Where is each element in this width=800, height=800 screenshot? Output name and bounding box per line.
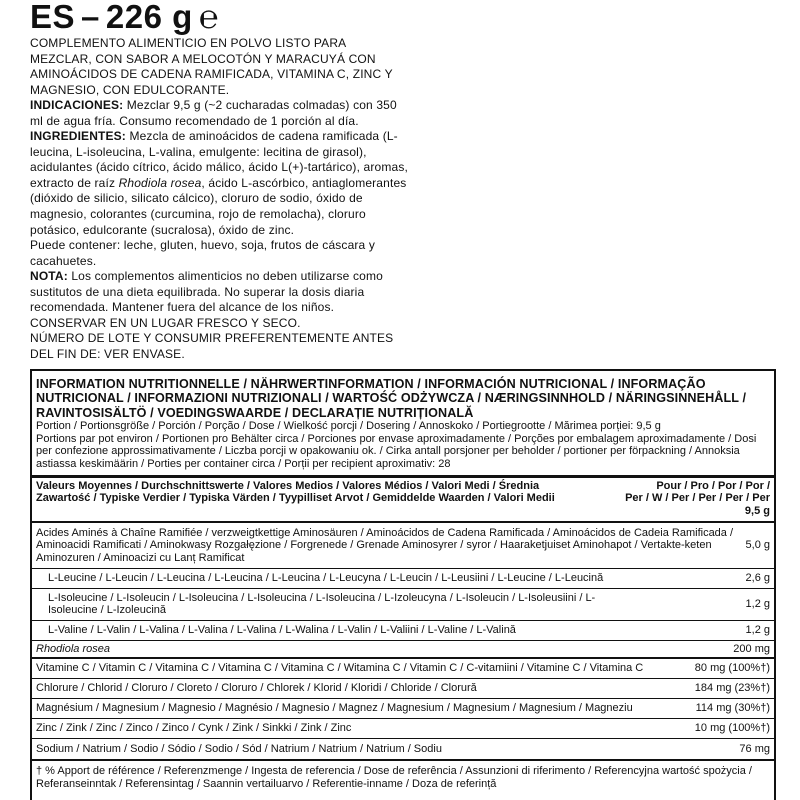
nutrition-table <box>30 369 776 800</box>
nota-paragraph <box>30 269 410 316</box>
nutrient-label: L-Leucine / L-Leucin / L-Leucina / L-Leucina / L-Leucina / L-Leucyna / L-Leucin / L-Leusiini / L-Leucine / L-Leucină <box>48 572 604 585</box>
ingredientes-label: INGREDIENTES: <box>30 129 126 144</box>
per-line-2: Per / W / Per / Per / Per / Per <box>625 492 770 505</box>
nutrient-label: Chlorure / Chlorid / Cloruro / Cloreto / Cloruro / Chlorek / Klorid / Kloridi / Chloride / Clorură <box>36 682 477 695</box>
servings-per-container: Portions par pot environ / Portionen pro Behälter circa / Porciones por envase aproximadamente / Porções por embalagem aproximadamente / Dosi per confezione approssimativamente / Liczba porcji w opakowaniu ok. / Cirka antall porsjoner per beholder / portioner per förpackning / Annoksia astiassa keskimäärin / Porties per container circa / Porții per recipient aproximativ: 28 <box>36 432 757 470</box>
table-row <box>32 589 774 621</box>
nutrient-label: Acides Aminés à Chaîne Ramifiée / verzweigtkettige Aminosäuren / Aminoácidos de Cadena Ramificada / Aminoácidos de Cadeia Ramificada / Aminoacidi Ramificati / Aminokwasy Rozgałęzione / Forgrenede / Grenade Aminosyrer / syror / Haaraketjuiset Aminohapot / Vertakte-keten Aminozuren / Aminoacizi cu Lanț Ramificat <box>36 526 734 564</box>
storage-instruction: CONSERVAR EN UN LUGAR FRESCO Y SECO. <box>30 315 301 330</box>
indicaciones-label: INDICACIONES: <box>30 98 124 113</box>
nutrition-title: INFORMATION NUTRITIONNELLE / NÄHRWERTINFORMATION / INFORMACIÓN NUTRICIONAL / INFORMAÇÃO NUTRICIONAL / INFORMAZIONI NUTRIZIONALI / WARTOŚĆ ODŻYWCZA / NÆRINGSINNHOLD / NÄRINGSINNEHÅLL / RAVINTOSISÄLTÖ / VOEDINGSWAARDE / DECLARAȚIE NUTRIȚIONALĂ <box>36 377 747 420</box>
per-line-1: Pour / Pro / Por / Por / <box>656 479 770 492</box>
nutrient-value: 76 mg <box>739 742 770 755</box>
nutrient-label: Magnésium / Magnesium / Magnesio / Magnésio / Magnesio / Magnez / Magnesium / Magnesium / Magnesium / Magneziu <box>36 702 633 715</box>
spanish-label-text <box>30 36 410 362</box>
table-row <box>32 523 774 569</box>
per-amount: 9,5 g <box>744 505 770 518</box>
nutrient-value: 114 mg (30%†) <box>695 702 770 715</box>
language-header <box>30 0 219 40</box>
per-serving-header <box>570 480 770 518</box>
table-row <box>32 719 774 739</box>
table-row <box>32 641 774 659</box>
nutrient-value: 1,2 g <box>745 624 770 637</box>
allergen-note: Puede contener: leche, gluten, huevo, soja, frutos de cáscara y cacahuetes. <box>30 238 375 268</box>
average-values-header <box>32 478 774 518</box>
nutrient-value: 10 mg (100%†) <box>694 722 770 735</box>
nutrient-value: 2,6 g <box>745 572 770 585</box>
nutrient-label: L-Valine / L-Valin / L-Valina / L-Valina / L-Valina / L-Walina / L-Valin / L-Valiini / L-Valine / L-Valină <box>48 624 516 637</box>
table-row <box>32 699 774 719</box>
nota-text: Los complementos alimenticios no deben utilizarse como sustitutos de una dieta equilibrada. No superar la dosis diaria recomendada. Mantener fuera del alcance de los niños. <box>30 269 383 315</box>
nutrient-value: 80 mg (100%†) <box>694 662 770 675</box>
indicaciones-paragraph <box>30 98 410 129</box>
table-row <box>32 569 774 589</box>
nutrient-label: Rhodiola rosea <box>36 642 110 655</box>
indicaciones-text: Mezclar 9,5 g (~2 cucharadas colmadas) con 350 ml de agua fría. Consumo recomendado de 1 porción al día. <box>30 98 397 128</box>
nutrient-label: Zinc / Zink / Zinc / Zinco / Zinco / Cynk / Zink / Sinkki / Zink / Zinc <box>36 722 352 735</box>
average-values-label: Valeurs Moyennes / Durchschnittswerte / Valores Medios / Valores Médios / Valori Medi / Średnia Zawartość / Typiske Verdier / Typiska Värden / Tyypilliset Arvot / Gemiddelde Waarden / Valori Medii <box>36 479 555 505</box>
nota-label: NOTA: <box>30 269 68 284</box>
header-dash: – <box>81 0 100 35</box>
table-row <box>32 621 774 641</box>
nutrient-label: Sodium / Natrium / Sodio / Sódio / Sodio / Sód / Natrium / Natrium / Natrium / Sodiu <box>36 742 442 755</box>
table-row <box>32 659 774 679</box>
language-code: ES <box>30 0 76 35</box>
ingredientes-paragraph <box>30 129 410 238</box>
lot-instruction: NÚMERO DE LOTE Y CONSUMIR PREFERENTEMENTE ANTES DEL FIN DE: VER ENVASE. <box>30 331 394 361</box>
net-weight: 226 g <box>105 0 193 35</box>
ingredientes-italic: Rhodiola rosea <box>118 175 202 190</box>
ingredientes-text-2: , ácido L-ascórbico, antiaglomerantes (dióxido de silicio, silicato cálcico), cloruro de sodio, óxido de magnesio, colorantes (curcumina, rojo de remolacha), cloruro potásico, edulcorante (sucralosa), óxido de zinc. <box>30 175 407 237</box>
nutrient-value: 200 mg <box>733 642 770 655</box>
portion-size: Portion / Portionsgröße / Porción / Porção / Dose / Wielkość porcji / Dosering / Annoskoko / Portiegrootte / Mărimea porției: 9,5 g <box>36 420 661 433</box>
nutrient-label: L-Isoleucine / L-Isoleucin / L-Isoleucina / L-Isoleucina / L-Isoleucina / L-Izoleucyna / L-Isoleucin / L-Isoleusiini / L-Isoleucine / L-Izoleucină <box>48 591 596 617</box>
table-row <box>32 739 774 759</box>
nutrient-label: Vitamine C / Vitamin C / Vitamina C / Vitamina C / Vitamina C / Witamina C / Vitamin C / C-vitamiini / Vitamine C / Vitamina C <box>36 662 644 675</box>
table-row <box>32 679 774 699</box>
nutrient-value: 184 mg (23%†) <box>694 682 770 695</box>
nutrient-value: 5,0 g <box>745 539 770 552</box>
nutrient-value: 1,2 g <box>745 598 770 611</box>
product-description: COMPLEMENTO ALIMENTICIO EN POLVO LISTO PARA MEZCLAR, CON SABOR A MELOCOTÓN Y MARACUYÁ CON AMINOÁCIDOS DE CADENA RAMIFICADA, VITAMINA C, ZINC Y MAGNESIO, CON EDULCORANTE. <box>30 36 393 97</box>
reference-footnote: † % Apport de référence / Referenzmenge / Ingesta de referencia / Dose de referência / Assunzioni di riferimento / Referencyjna wartość spożycia / Referanseinntak / Referensintag / Saannin vertailuarvo / Referentie-inname / Doza de referință <box>32 759 774 791</box>
estimated-sign-icon: ℮ <box>198 0 219 35</box>
ingredientes-text-1: Mezcla de aminoácidos de cadena ramificada (L-leucina, L-isoleucina, L-valina, emulgente: lecitina de girasol), acidulantes (ácido cítrico, ácido málico, ácido L(+)-tartárico), aromas, extracto de raíz <box>30 129 408 190</box>
